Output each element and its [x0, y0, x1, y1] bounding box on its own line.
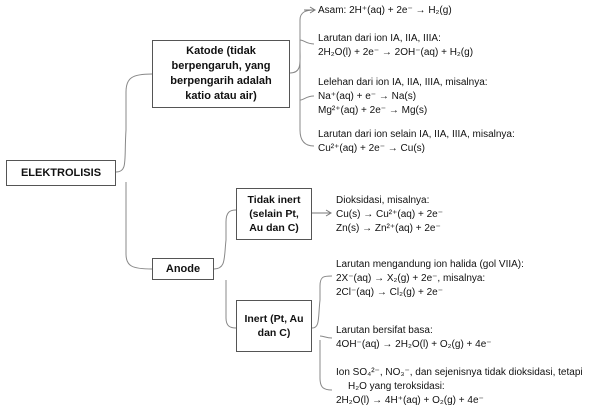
- equation-line: Cu(s) → Cu²⁺(aq) + 2e⁻: [336, 208, 443, 220]
- brace-root: [116, 74, 152, 269]
- brace-katode: [290, 10, 314, 146]
- katode-item-larutan-ia-iia-iiia: [318, 32, 473, 60]
- inert-item-basa: [336, 324, 492, 352]
- brace-inert: [312, 276, 332, 390]
- text-line: Larutan mengandung ion halida (gol VIIA):: [336, 259, 524, 270]
- equation-line: 2H₂O(l) → 4H⁺(aq) + O₂(g) + 4e⁻: [336, 394, 484, 406]
- katode-item-lelehan: [318, 76, 488, 117]
- equation-line: Mg²⁺(aq) + 2e⁻ → Mg(s): [318, 104, 428, 116]
- node-inert: Inert (Pt, Au dan C): [236, 300, 312, 352]
- node-anode: Anode: [152, 258, 214, 280]
- node-elektrolisis: ELEKTROLISIS: [6, 160, 116, 186]
- equation-line: Na⁺(aq) + e⁻ → Na(s): [318, 90, 417, 102]
- text-line: Dioksidasi, misalnya:: [336, 195, 430, 206]
- equation-line: Cu²⁺(aq) + 2e⁻ → Cu(s): [318, 142, 425, 154]
- text-line: Larutan bersifat basa:: [336, 325, 433, 336]
- inert-item-so4-no3: [336, 366, 583, 407]
- equation-line: 2X⁻(aq) → X₂(g) + 2e⁻, misalnya:: [336, 272, 486, 284]
- text-line: Lelehan dari ion IA, IIA, IIIA, misalnya:: [318, 77, 488, 88]
- inert-item-halida: [336, 258, 524, 299]
- equation-line: 2H₂O(l) + 2e⁻ → 2OH⁻(aq) + H₂(g): [318, 46, 474, 58]
- text-line: H₂O yang teroksidasi:: [348, 380, 445, 392]
- equation-line: 2Cl⁻(aq) → Cl₂(g) + 2e⁻: [336, 286, 443, 298]
- equation-line: 4OH⁻(aq) → 2H₂O(l) + O₂(g) + 4e⁻: [336, 338, 492, 350]
- brace-anode: [214, 210, 236, 328]
- tidak-inert-item-dioksidasi: [336, 194, 443, 235]
- node-katode: Katode (tidak berpengaruh, yang berpengarih adalah katio atau air): [152, 40, 290, 108]
- text-line: Ion SO₄²⁻, NO₃⁻, dan sejenisnya tidak dioksidasi, tetapi: [336, 367, 583, 378]
- equation-line: Zn(s) → Zn²⁺(aq) + 2e⁻: [336, 222, 441, 234]
- katode-item-larutan-selain: [318, 128, 515, 156]
- equation-line: Asam: 2H⁺(aq) + 2e⁻ → H₂(g): [318, 5, 452, 16]
- node-tidak-inert: Tidak inert (selain Pt, Au dan C): [236, 188, 312, 240]
- katode-item-asam: [318, 4, 452, 18]
- text-line: Larutan dari ion selain IA, IIA, IIIA, misalnya:: [318, 129, 515, 140]
- text-line: Larutan dari ion IA, IIA, IIIA:: [318, 33, 441, 44]
